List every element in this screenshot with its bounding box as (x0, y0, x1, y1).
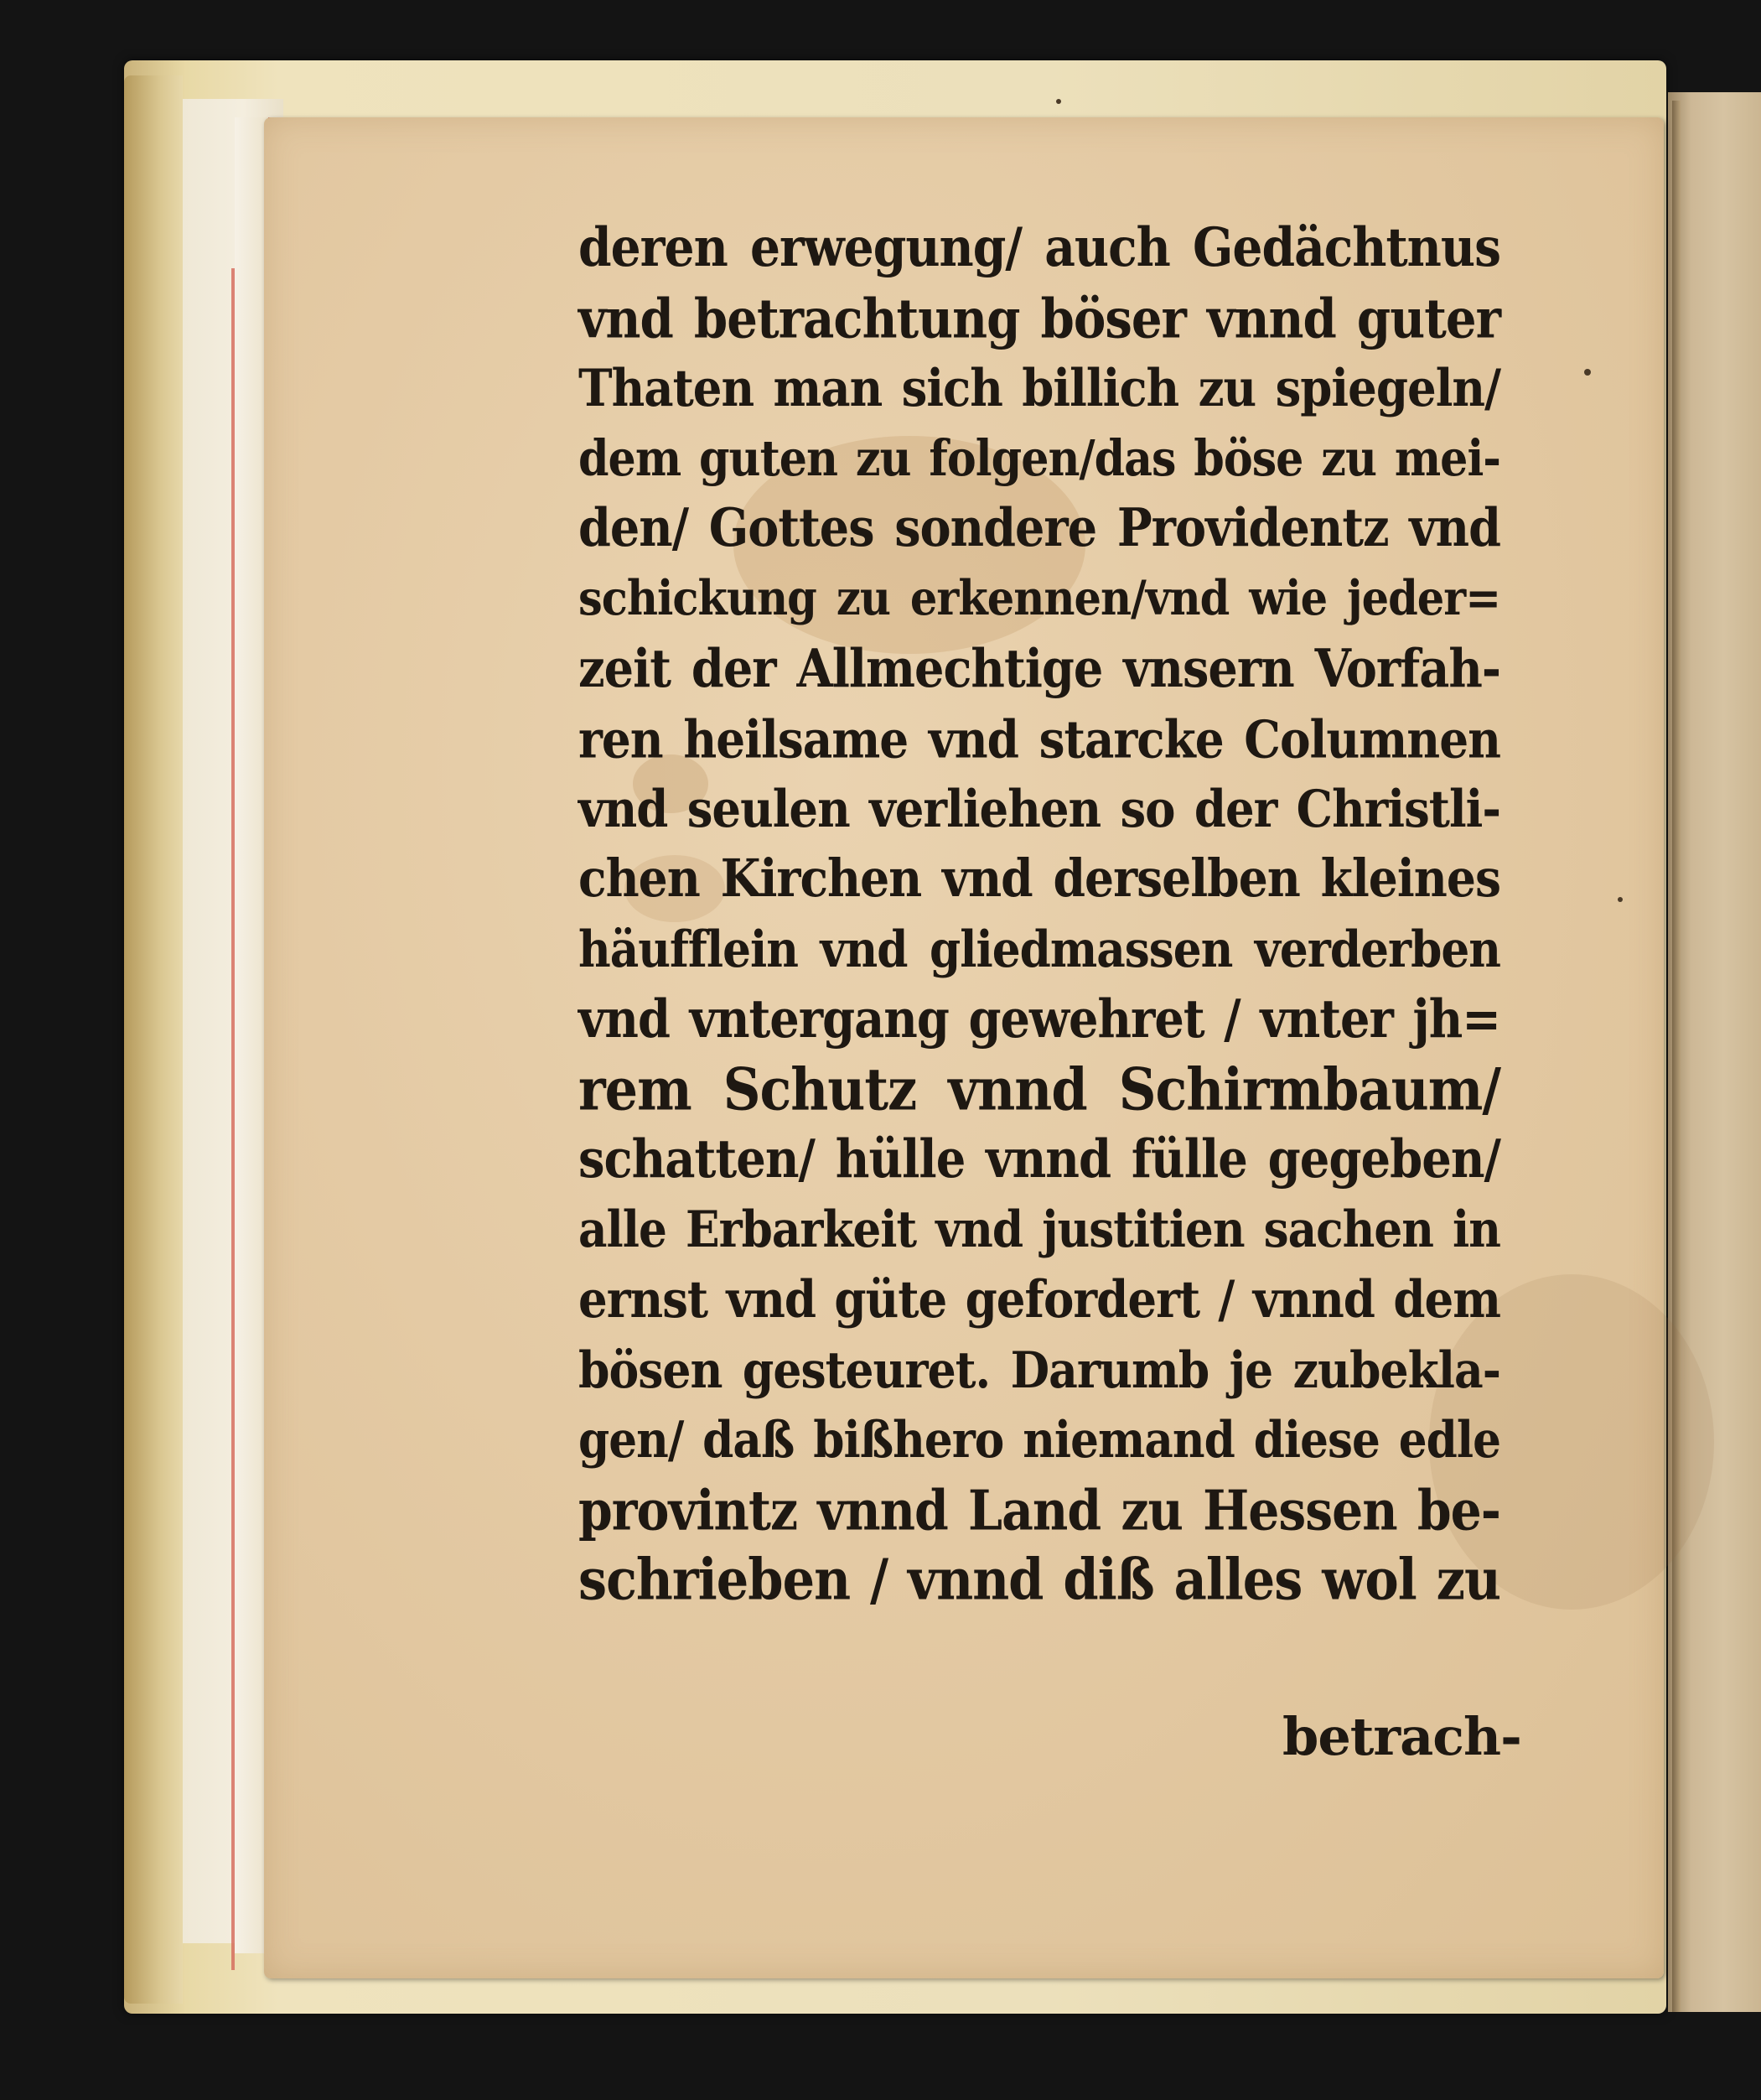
ink-speck (1584, 369, 1591, 376)
text-line: schatten/ hülle vnnd fülle gegeben/ (578, 1128, 1500, 1190)
ink-speck (1056, 99, 1061, 104)
text-line: deren erwegung/ auch Gedächtnus (578, 216, 1500, 279)
ink-speck (1618, 897, 1623, 902)
text-line: ren heilsame vnd starcke Columnen (578, 708, 1500, 770)
text-line: vnd vntergang gewehret / vnter jh= (578, 988, 1500, 1050)
gutter-shadow (1672, 101, 1681, 2012)
text-line: häufflein vnd gliedmassen verderben (578, 920, 1500, 979)
text-line: ernst vnd güte gefordert / vnnd dem (578, 1268, 1500, 1330)
text-line: vnd seulen verliehen so der Christli- (578, 778, 1500, 839)
text-line: schickung zu erkennen/vnd wie jeder= (578, 570, 1500, 627)
opposite-page-edge (1668, 92, 1761, 2012)
text-line: bösen gesteuret. Darumb je zubekla- (578, 1340, 1500, 1400)
text-line: zeit der Allmechtige vnsern Vorfah- (578, 638, 1500, 700)
text-line: dem guten zu folgen/das böse zu mei- (578, 430, 1500, 488)
text-line: alle Erbarkeit vnd justitien sachen in (578, 1200, 1500, 1260)
catchword: betrach- (1282, 1706, 1521, 1767)
cover-spine (124, 75, 183, 2004)
text-line: Thaten man sich billich zu spiegeln/ (578, 358, 1500, 418)
text-line: vnd betrachtung böser vnnd guter (578, 286, 1500, 350)
text-line: schrieben / vnnd diß alles wol zu (578, 1546, 1500, 1614)
text-line: den/ Gottes sondere Providentz vnd (578, 498, 1500, 560)
text-line: rem Schutz vnnd Schirmbaum/ (578, 1055, 1500, 1124)
body-text (578, 214, 1500, 1615)
red-page-edge (231, 268, 235, 1970)
text-line: chen Kirchen vnd derselben kleines (578, 848, 1500, 910)
text-line: gen/ daß bißhero niemand diese edle (578, 1410, 1500, 1470)
text-line: provintz vnnd Land zu Hessen be- (578, 1477, 1500, 1543)
